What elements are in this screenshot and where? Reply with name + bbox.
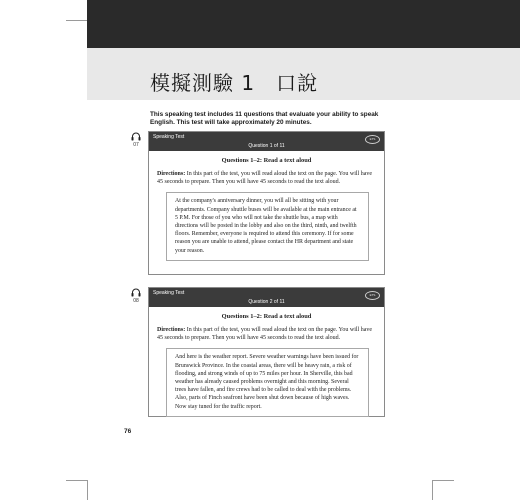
track-number: 07 <box>133 142 139 148</box>
question-heading: Questions 1–2: Read a text aloud <box>221 157 312 164</box>
directions-text: In this part of the test, you will read aloud the text on the page. You will have 45 seconds to prepare. Then you will have 45 seconds to read the text aloud. <box>157 327 373 342</box>
top-bar <box>87 0 520 48</box>
audio-track-marker[interactable] <box>129 288 143 304</box>
directions <box>157 170 376 186</box>
directions-label: Directions: <box>157 171 186 177</box>
question-counter: Question 1 of 11 <box>248 143 285 149</box>
logo-icon: ETS <box>365 291 380 300</box>
reading-passage: And here is the weather report. Severe weather warnings have been issued for Brunswick Province. In the coastal areas, there will be heavy rain, a risk of flooding, and strong winds of up to 75 miles per hour. In Sherville, this bad weather has already caused problems overnight and this morning. Several trees have fallen, and fire crews had to be called to deal with the problems. Also, parts of Finch seafront have been shut down because of high waves. Now stay tuned for the traffic report. <box>166 348 369 416</box>
question-panel <box>148 287 385 417</box>
crop-mark <box>87 480 88 500</box>
app-label: Speaking Test <box>153 134 185 140</box>
crop-mark <box>432 480 454 481</box>
page-title: 模擬測驗 1 口說 <box>150 71 319 95</box>
audio-track-marker[interactable] <box>129 132 143 148</box>
question-heading: Questions 1–2: Read a text aloud <box>221 313 312 320</box>
directions <box>157 326 376 342</box>
track-number: 08 <box>133 298 139 304</box>
logo-icon: ETS <box>365 135 380 144</box>
headphones-icon <box>131 288 141 297</box>
intro-text: This speaking test includes 11 questions that evaluate your ability to speak English. This test will take approximately 20 minutes. <box>150 111 379 126</box>
crop-mark <box>66 20 87 21</box>
page-number: 76 <box>124 428 132 435</box>
panel-header <box>149 288 384 307</box>
crop-mark <box>432 480 433 500</box>
question-panel <box>148 131 385 275</box>
question-counter: Question 2 of 11 <box>248 299 285 305</box>
reading-passage: At the company's anniversary dinner, you will all be sitting with your departments. Company shuttle buses will be available at the main entrance at 5 P.M. For those of you who will not take the shuttle bus, a map with directions will be posted in the lobby and also on the third, ninth, and twelfth floors. Remember, everyone is required to attend this ceremony. If for some reason you are unable to attend, please contact the HR department and state your reason. <box>166 192 369 260</box>
app-label: Speaking Test <box>153 290 185 296</box>
panel-header <box>149 132 384 151</box>
directions-text: In this part of the test, you will read aloud the text on the page. You will have 45 seconds to prepare. Then you will have 45 seconds to read the text aloud. <box>157 171 373 186</box>
headphones-icon <box>131 132 141 141</box>
directions-label: Directions: <box>157 327 186 333</box>
crop-mark <box>66 480 87 481</box>
